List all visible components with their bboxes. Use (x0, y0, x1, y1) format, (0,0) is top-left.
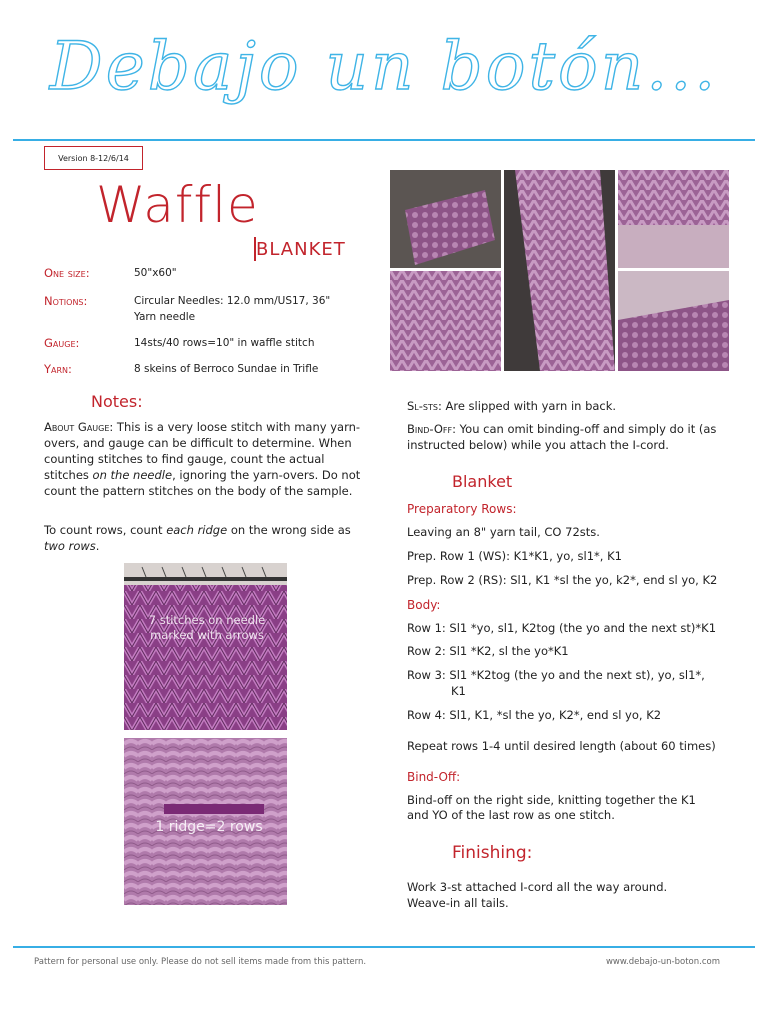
stitches-photo (124, 563, 287, 730)
prep-row-1: Prep. Row 1 (WS): K1*K1, yo, sl1*, K1 (407, 549, 622, 563)
bindoff-note (407, 421, 747, 453)
stitches-caption: 7 stitches on needle marked with arrows (148, 613, 266, 642)
row-3: Row 3: Sl1 *K2tog (the yo and the next st), yo, sl1*, (407, 668, 705, 682)
rows-note-text: To count rows, count (44, 523, 167, 537)
top-divider (13, 139, 755, 141)
bindoff-heading: Bind-Off: (407, 770, 461, 784)
finishing-line-1: Work 3-st attached I-cord all the way around. (407, 880, 668, 894)
footer-website-link[interactable]: www.debajo-un-boton.com (605, 957, 720, 967)
spec-notions (44, 294, 364, 326)
rows-note-text-2: on the wrong side as (227, 523, 351, 537)
spec-value: 50"x60" (134, 267, 177, 279)
bottom-divider (13, 946, 755, 948)
slsts-note (407, 398, 747, 414)
slsts-text: Are slipped with yarn in back. (441, 399, 617, 413)
ridge-photo (124, 738, 287, 905)
row-1: Row 1: Sl1 *yo, sl1, K2tog (the yo and the next st)*K1 (407, 621, 717, 635)
spec-value: Circular Needles: 12.0 mm/US17, 36" (134, 295, 331, 307)
footer-disclaimer: Pattern for personal use only. Please do not sell items made from this pattern. (34, 957, 367, 967)
rows-note-emphasis-2: two rows (44, 539, 96, 553)
gauge-note (44, 419, 370, 499)
pattern-title: Waffle (96, 176, 259, 234)
repeat-instruction: Repeat rows 1-4 until desired length (about 60 times) (407, 739, 716, 753)
rows-note (44, 522, 370, 554)
blanket-heading: Blanket (452, 472, 513, 491)
row-3-continued: K1 (451, 684, 466, 698)
rows-note-text-3: . (95, 539, 100, 553)
finishing-line-2: Weave-in all tails. (407, 896, 509, 910)
row-2: Row 2: Sl1 *K2, sl the yo*K1 (407, 644, 569, 658)
notes-heading: Notes: (91, 392, 143, 411)
bindoff-text: You can omit binding-off and simply do it (as instructed below) while you attach the I-cord. (407, 422, 717, 452)
bindoff-line-2: and YO of the last row as one stitch. (407, 808, 615, 822)
spec-value-2: Yarn needle (134, 311, 196, 323)
gauge-note-text: This is a very loose stitch with many yarn-overs, and gauge can be difficult to determine. When counting stitches to find gauge, count the actual stitches (44, 420, 361, 482)
prep-heading: Preparatory Rows: (407, 502, 517, 516)
photo-grid (390, 170, 729, 371)
spec-value: 14sts/40 rows=10" in waffle stitch (134, 337, 315, 349)
body-heading: Body: (407, 598, 441, 612)
spec-label: Notions: (44, 294, 88, 308)
version-box: Version 8-12/6/14 (44, 146, 143, 170)
brand-logo: Debajo un botón... (49, 28, 719, 105)
gauge-note-text-2: , ignoring the yarn-overs. Do not count the pattern stitches on the body of the sample. (44, 468, 361, 498)
finishing-heading: Finishing: (452, 843, 533, 863)
spec-label: Gauge: (44, 336, 80, 350)
photo-grid-image (390, 170, 729, 371)
prep-row-2: Prep. Row 2 (RS): Sl1, K1 *sl the yo, k2*, end sl yo, K2 (407, 573, 718, 587)
bindoff-label: Bind-Off: (407, 422, 456, 436)
spec-value: 8 skeins of Berroco Sundae in Trifle (134, 363, 319, 375)
ridge-caption: 1 ridge=2 rows (155, 819, 263, 835)
spec-label: One size: (44, 266, 90, 280)
rows-note-emphasis: each ridge (166, 523, 228, 537)
pattern-subtitle: BLANKET (256, 239, 346, 260)
slsts-label: Sl-sts: (407, 399, 442, 413)
bindoff-line-1: Bind-off on the right side, knitting together the K1 (407, 793, 696, 807)
gauge-note-emphasis: on the needle (92, 468, 173, 482)
stitches-photo-image (124, 563, 287, 730)
row-4: Row 4: Sl1, K1, *sl the yo, K2*, end sl yo, K2 (407, 708, 662, 722)
gauge-note-label: About Gauge: (44, 420, 114, 434)
spec-label: Yarn: (44, 362, 72, 376)
prep-intro: Leaving an 8" yarn tail, CO 72sts. (407, 525, 600, 539)
